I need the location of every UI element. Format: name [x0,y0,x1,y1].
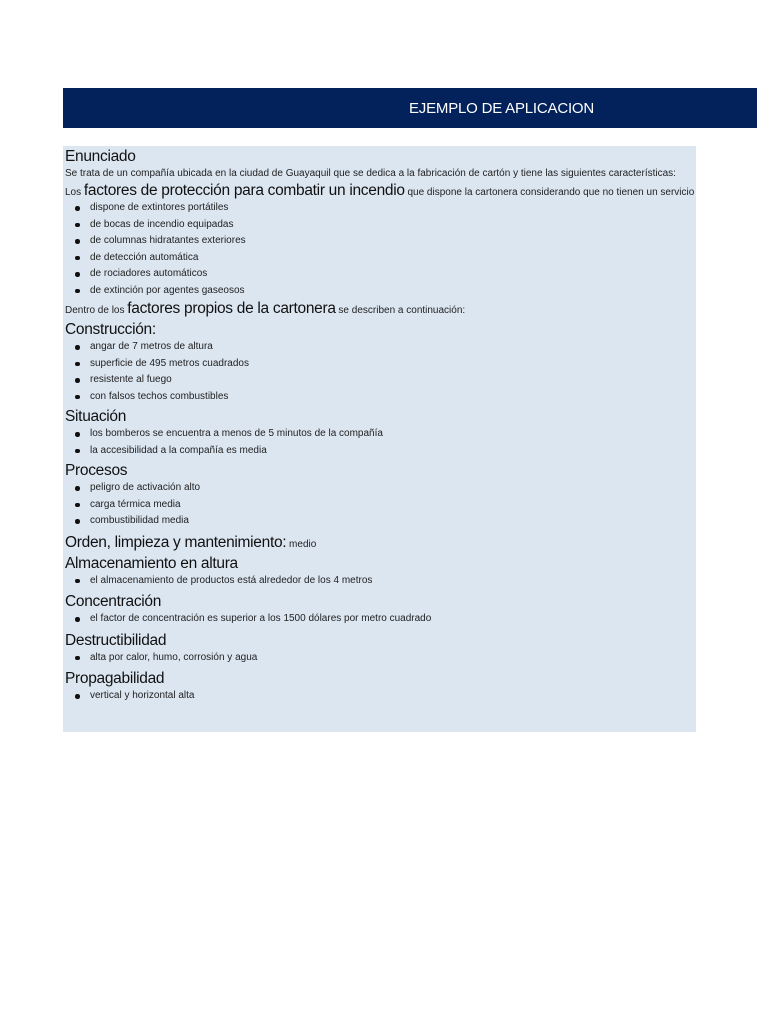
proteccion-prefix: Los [65,187,84,198]
list-item: los bomberos se encuentra a menos de 5 minutos de la compañía [65,426,696,443]
list-item: de columnas hidratantes exteriores [65,233,696,250]
propios-emphasis: factores propios de la cartonera [127,300,336,317]
list-item: carga térmica media [65,497,696,514]
destructibilidad-list [65,650,696,667]
list-item: el almacenamiento de productos está alrededor de los 4 metros [65,573,696,590]
list-item: el factor de concentración es superior a los 1500 dólares por metro cuadrado [65,611,696,628]
list-item: de extinción por agentes gaseosos [65,283,696,300]
list-item: de detección automática [65,250,696,267]
list-item: dispone de extintores portátiles [65,200,696,217]
intro-paragraph: Se trata de un compañía ubicada en la ciudad de Guayaquil que se dedica a la fabricación de cartón y tiene las siguientes características: [65,168,676,179]
bullet-icon [75,378,80,383]
almacenamiento-list [65,573,696,590]
bullet-icon [75,206,80,211]
bullet-icon [75,289,80,294]
bullet-icon [75,256,80,261]
bullet-icon [75,519,80,524]
heading-construccion: Construcción: [65,321,156,338]
proteccion-emphasis: factores de protección para combatir un incendio [83,182,405,199]
bullet-icon [75,579,80,584]
list-item: alta por calor, humo, corrosión y agua [65,650,696,667]
bullet-icon [75,272,80,277]
proteccion-list [65,200,696,299]
construccion-list [65,339,696,405]
situacion-list [65,426,696,459]
bullet-icon [75,239,80,244]
proteccion-paragraph [65,183,696,200]
bullet-icon [75,223,80,228]
bullet-icon [75,503,80,508]
list-item: con falsos techos combustibles [65,389,696,406]
heading-almacenamiento: Almacenamiento en altura [65,554,238,572]
heading-situacion: Situación [65,408,127,425]
heading-procesos: Procesos [65,462,128,479]
propagabilidad-list [65,688,696,705]
title-banner [63,88,757,128]
procesos-list [65,480,696,530]
bullet-icon [75,345,80,350]
list-item: resistente al fuego [65,372,696,389]
propios-prefix: Dentro de los [65,305,128,316]
list-item: de bocas de incendio equipadas [65,217,696,234]
heading-orden: Orden, limpieza y mantenimiento: [65,533,287,551]
propios-suffix: se describen a continuación: [335,305,466,316]
orden-value: medio [286,538,317,550]
heading-propagabilidad: Propagabilidad [65,670,165,687]
heading-enunciado: Enunciado [65,148,136,165]
list-item: vertical y horizontal alta [65,688,696,705]
document-body [65,146,696,705]
list-item: angar de 7 metros de altura [65,339,696,356]
list-item: peligro de activación alto [65,480,696,497]
orden-line [65,534,696,552]
bullet-icon [75,694,80,699]
bullet-icon [75,432,80,437]
heading-concentracion: Concentración [65,593,162,610]
list-item: superficie de 495 metros cuadrados [65,356,696,373]
content-panel [63,146,696,732]
bullet-icon [75,656,80,661]
bullet-icon [75,362,80,367]
heading-destructibilidad: Destructibilidad [65,631,167,649]
bullet-icon [75,617,80,622]
list-item: combustibilidad media [65,513,696,530]
bullet-icon [75,486,80,491]
page-title: EJEMPLO DE APLICACION [409,100,595,117]
bullet-icon [75,395,80,400]
propios-paragraph [65,301,696,318]
bullet-icon [75,449,80,454]
concentracion-list [65,611,696,628]
list-item: de rociadores automáticos [65,266,696,283]
proteccion-suffix: que dispone la cartonera considerando que no tienen un servicio [404,187,695,198]
list-item: la accesibilidad a la compañía es media [65,443,696,460]
